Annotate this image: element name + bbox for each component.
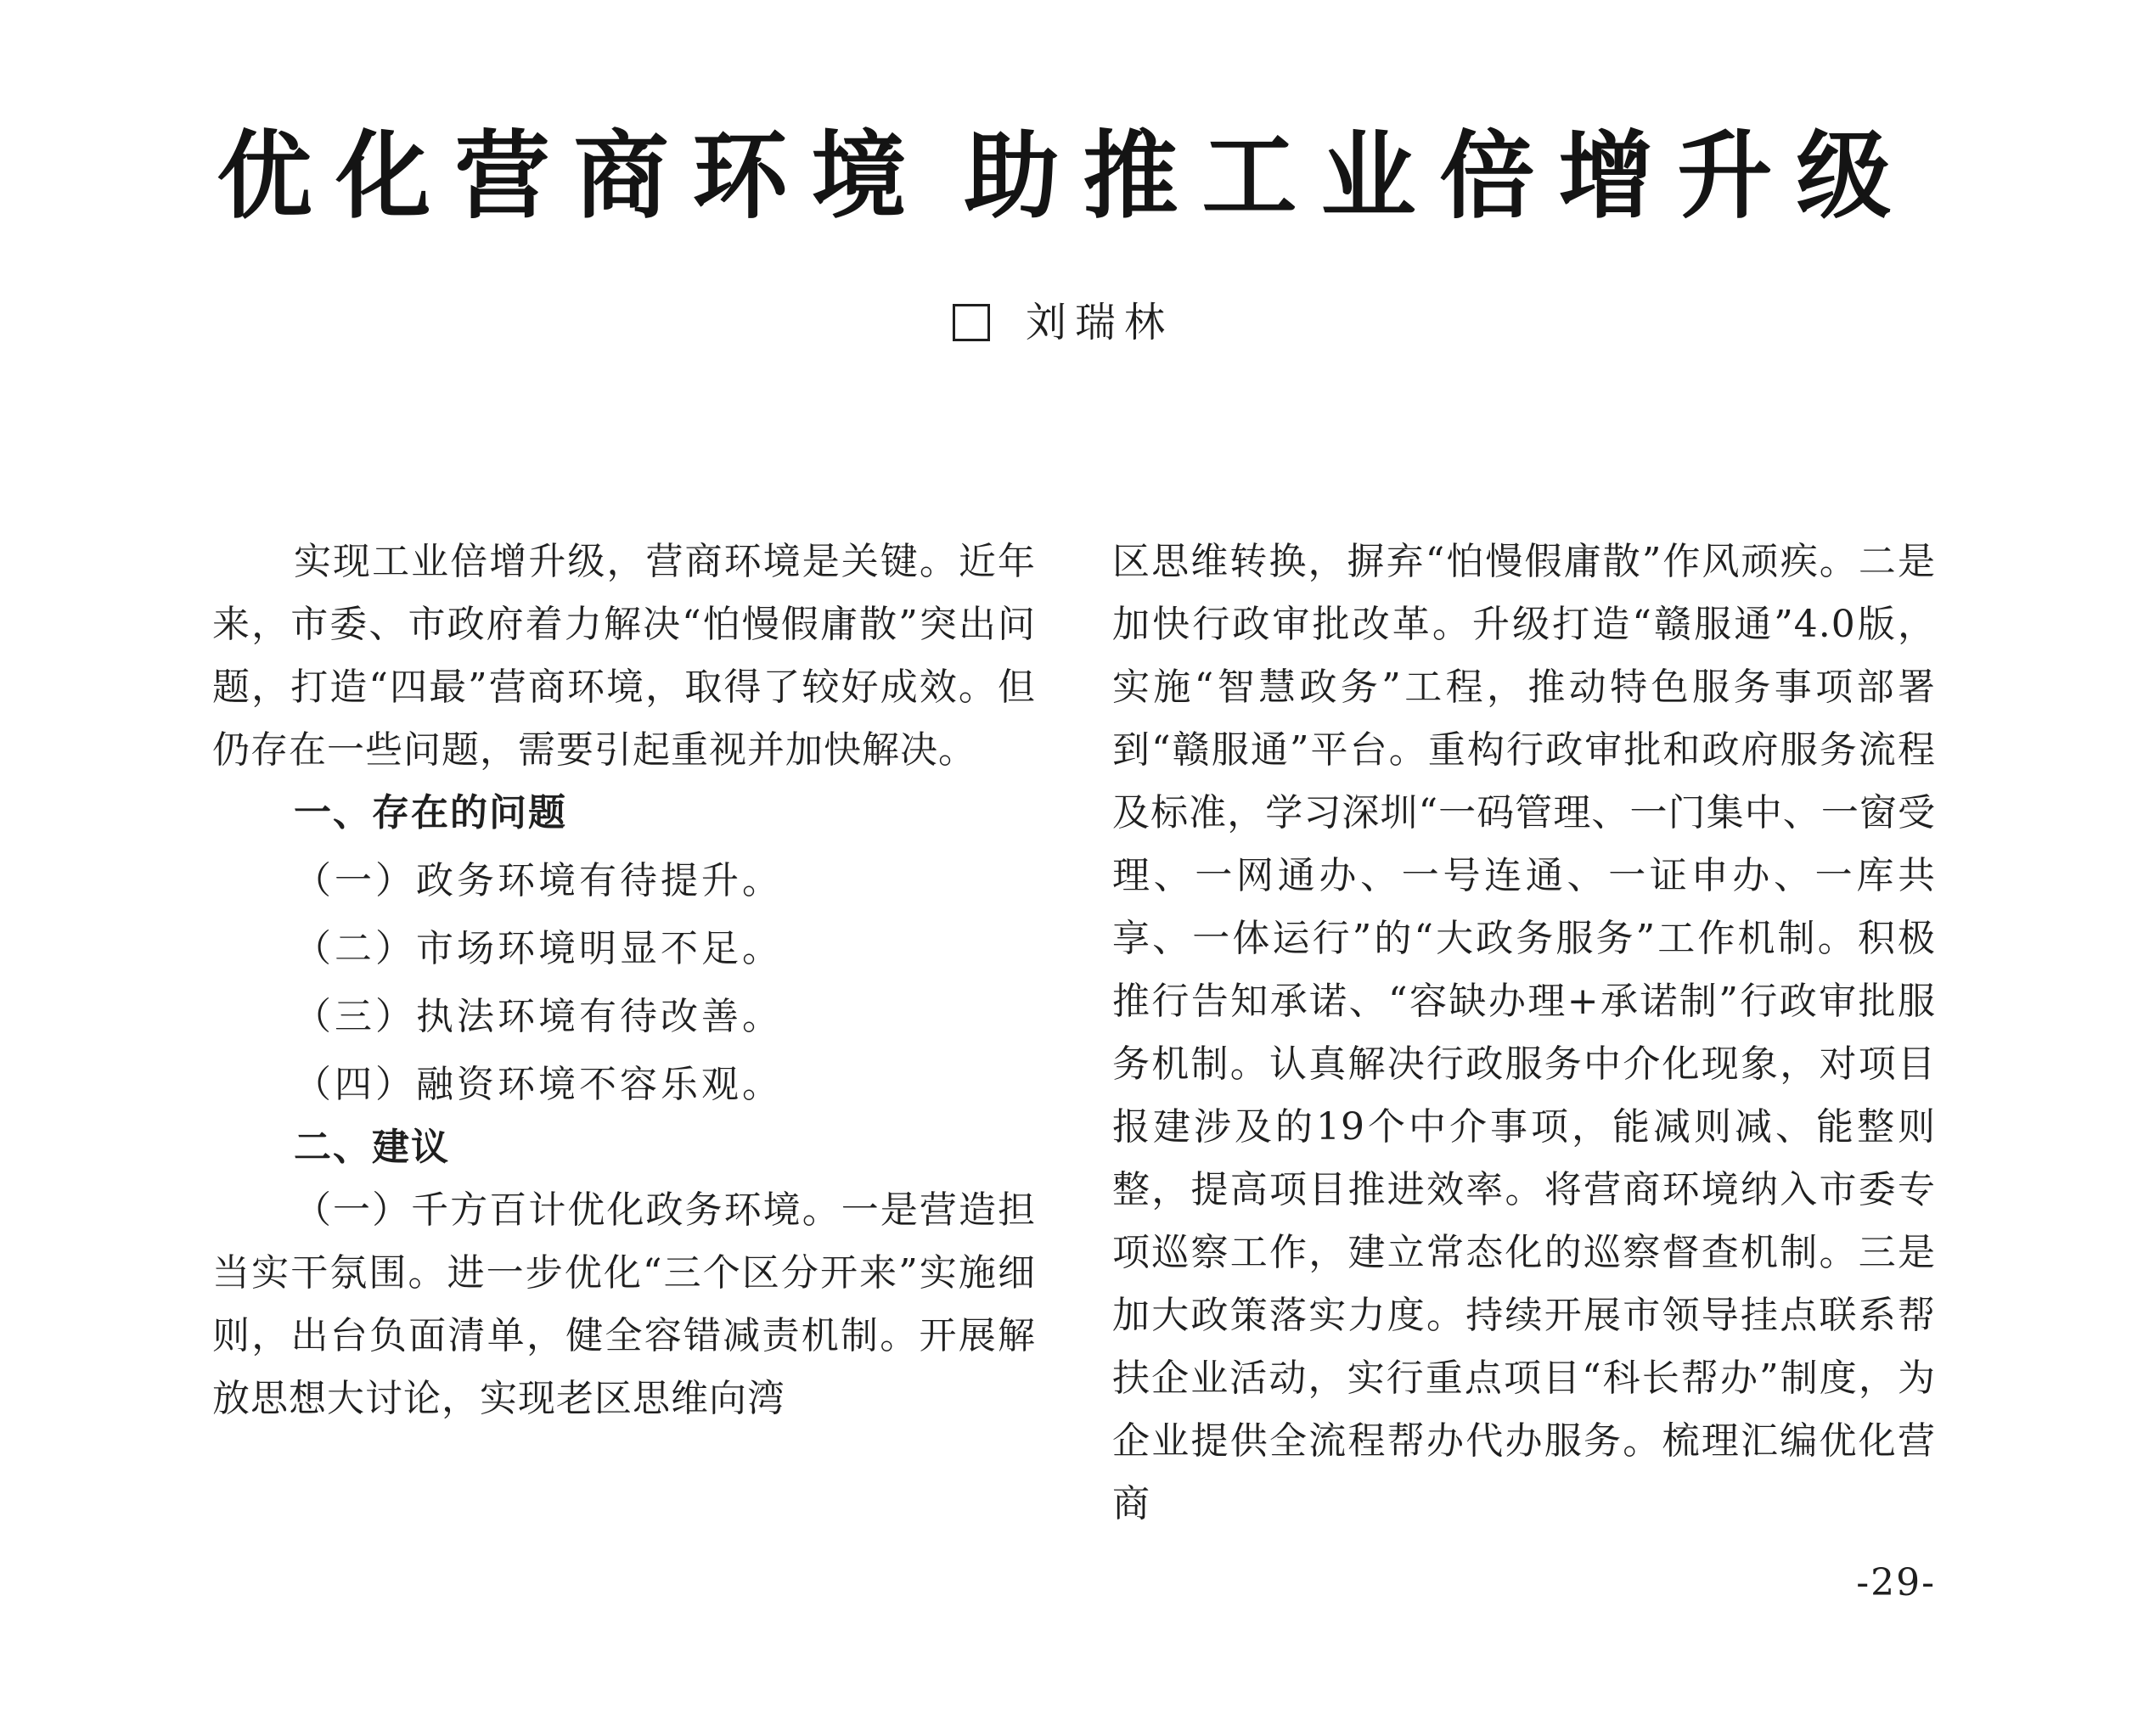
issue-item: （四）融资环境不容乐观。 xyxy=(294,1063,783,1106)
section-heading-issues: 一、存在的问题 xyxy=(294,791,567,834)
suggestion-paragraph: （一）千方百计优化政务环境。一是营造担当实干氛围。进一步优化“三个区分开来”实施细则，出台负面清单，健全容错减责机制。开展解放思想大讨论，实现老区思维向湾 xyxy=(212,1188,1036,1420)
intro-paragraph: 实现工业倍增升级，营商环境是关键。近年来，市委、市政府着力解决“怕慢假庸散”突出问题，打造“四最”营商环境，取得了较好成效。但仍存在一些问题，需要引起重视并加快解决。 xyxy=(212,540,1036,772)
author-name: 刘瑞林 xyxy=(1026,299,1174,346)
issue-item: （三）执法环境有待改善。 xyxy=(294,995,783,1038)
issue-item: （二）市场环境明显不足。 xyxy=(294,927,783,970)
article-title xyxy=(0,117,2132,236)
page-number: -29- xyxy=(1856,1561,1936,1604)
section-heading-suggestions: 二、建议 xyxy=(294,1126,450,1169)
square-icon xyxy=(953,304,990,341)
continuation-paragraph: 区思维转换，摒弃“怕慢假庸散”作风顽疾。二是加快行政审批改革。升级打造“赣服通”4.0版，实施“智慧政务”工程，推动特色服务事项部署到“赣服通”平台。重构行政审批和政府服务流程及标准，学习深圳“一码管理、一门集中、一窗受理、一网通办、一号连通、一证申办、一库共享、一体运行”的“大政务服务”工作机制。积极推行告知承诺、“容缺办理+承诺制”行政审批服务机制。认真解决行政服务中介化现象，对项目报建涉及的19个中介事项，能减则减、能整则整，提高项目推进效率。将营商环境纳入市委专项巡察工作，建立常态化的巡察督查机制。三是加大政策落实力度。持续开展市领导挂点联系帮扶企业活动，实行重点项目“科长帮办”制度，为企业提供全流程帮办代办服务。梳理汇编优化营商 xyxy=(1112,540,1936,1525)
article-title-part2: 助推工业倍增升级 xyxy=(964,121,1915,232)
issue-item: （一）政务环境有待提升。 xyxy=(294,859,783,902)
byline xyxy=(953,297,1173,348)
left-column xyxy=(212,531,1036,1430)
right-column xyxy=(1112,531,1936,1536)
article-title-part1: 优化营商环境 xyxy=(217,121,931,232)
